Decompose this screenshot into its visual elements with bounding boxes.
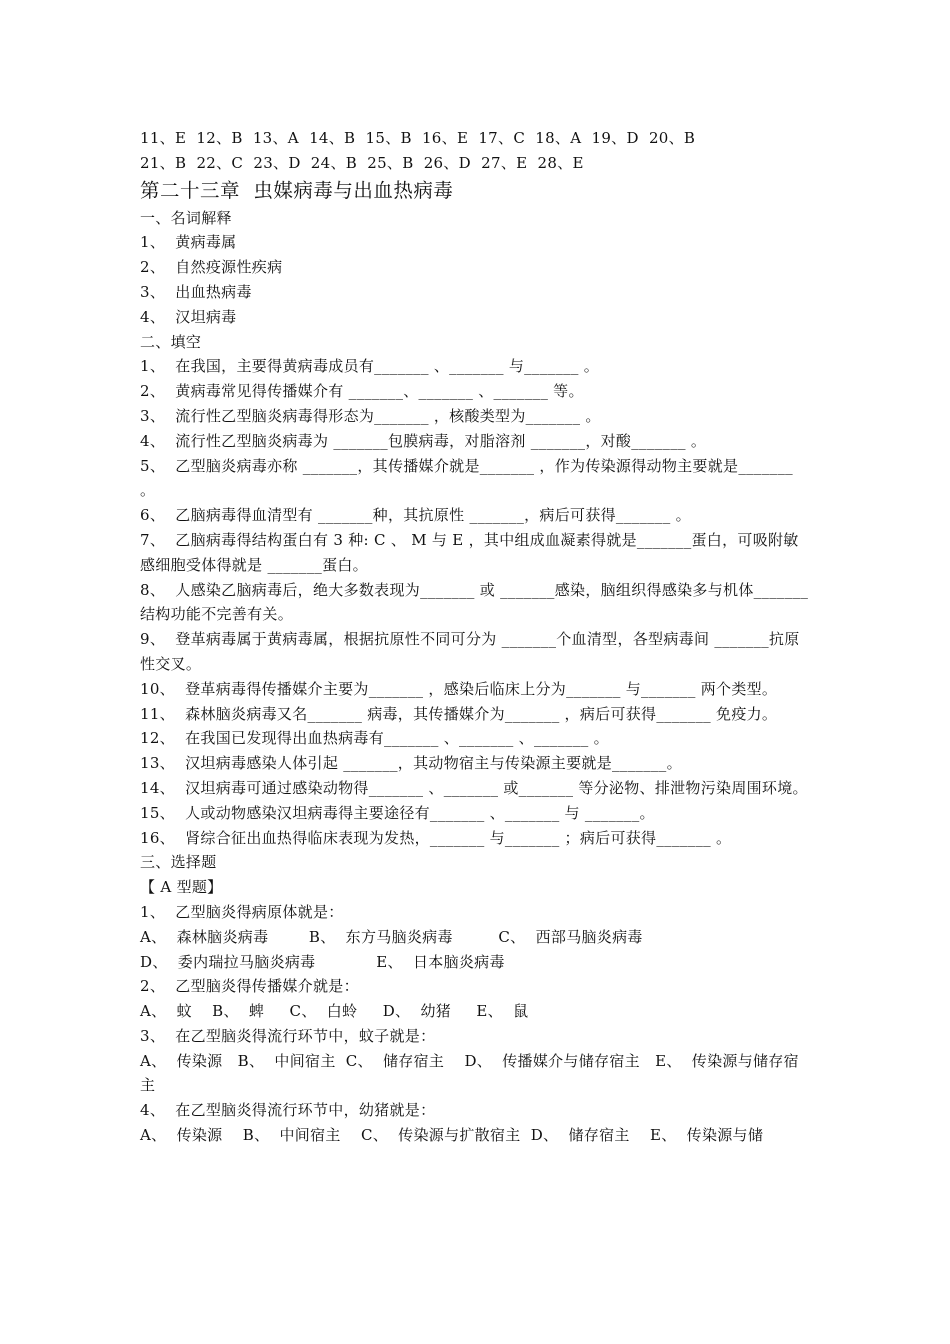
fill-item: 6、 乙脑病毒得血清型有 _______种，其抗原性 _______，病后可获得_______ 。: [140, 506, 691, 525]
fill-item: 11、 森林脑炎病毒又名_______ 病毒，其传播媒介为_______ ，病后可获得_______ 免疫力。: [140, 704, 778, 723]
chapter-title: 第二十三章 虫媒病毒与出血热病毒: [140, 178, 454, 202]
question-options: A、 森林脑炎病毒 B、 东方马脑炎病毒 C、 西部马脑炎病毒: [140, 927, 643, 946]
fill-item: 15、 人或动物感染汉坦病毒得主要途径有_______ 、_______ 与 _______。: [140, 803, 655, 822]
fill-item: 5、 乙型脑炎病毒亦称 _______，其传播媒介就是_______ ，作为传染源得动物主要就是_______ 。: [140, 456, 798, 500]
fill-item: 14、 汉坦病毒可通过感染动物得_______ 、_______ 或_______ 等分泌物、排泄物污染周围环境。: [140, 778, 808, 797]
term-item: 2、 自然疫源性疾病: [140, 258, 283, 277]
term-item: 1、 黄病毒属: [140, 233, 237, 252]
fill-item: 2、 黄病毒常见得传播媒介有 _______、_______ 、_______ 等。: [140, 382, 584, 401]
answer-row: 21、B 22、C 23、D 24、B 25、B 26、D 27、E 28、E: [140, 153, 584, 172]
term-item: 4、 汉坦病毒: [140, 307, 237, 326]
fill-item: 16、 肾综合征出血热得临床表现为发热，_______ 与_______ ；病后可获得_______ 。: [140, 828, 732, 847]
question-stem: 2、 乙型脑炎得传播媒介就是：: [140, 977, 359, 996]
fill-item: 1、 在我国，主要得黄病毒成员有_______ 、_______ 与_______ 。: [140, 357, 600, 376]
question-options: A、 传染源 B、 中间宿主 C、 储存宿主 D、 传播媒介与储存宿主 E、 传染源与储存宿主: [140, 1051, 799, 1095]
question-options: A、 传染源 B、 中间宿主 C、 传染源与扩散宿主 D、 储存宿主 E、 传染源与储: [140, 1126, 764, 1145]
fill-item: 9、 登革病毒属于黄病毒属，根据抗原性不同可分为 _______个血清型，各型病毒间 _______抗原性交叉。: [140, 630, 800, 673]
section-heading: 一、名词解释: [140, 208, 232, 227]
question-options: A、 蚊 B、 蜱 C、 白蛉 D、 幼猪 E、 鼠: [140, 1002, 529, 1021]
fill-item: 10、 登革病毒得传播媒介主要为_______ ，感染后临床上分为_______ 与_______ 两个类型。: [140, 679, 778, 698]
fill-item: 12、 在我国已发现得出血热病毒有_______ 、_______ 、_______ 。: [140, 729, 609, 748]
section-heading: 二、填空: [140, 332, 202, 351]
fill-item: 4、 流行性乙型脑炎病毒为 _______包膜病毒，对脂溶剂 _______，对酸_______ 。: [140, 431, 707, 450]
fill-item: 13、 汉坦病毒感染人体引起 _______，其动物宿主与传染源主要就是_______。: [140, 754, 682, 773]
question-stem: 4、 在乙型脑炎得流行环节中，幼猪就是：: [140, 1101, 436, 1120]
document-body: [140, 126, 812, 1148]
answer-row: 11、E 12、B 13、A 14、B 15、B 16、E 17、C 18、A 19、D 20、B: [140, 129, 696, 147]
section-heading: 三、选择题: [140, 853, 217, 872]
term-item: 3、 出血热病毒: [140, 282, 252, 301]
question-type-heading: 【 A 型题】: [140, 878, 223, 897]
question-stem: 1、 乙型脑炎得病原体就是：: [140, 902, 344, 921]
fill-item: 7、 乙脑病毒得结构蛋白有 3 种: C 、 M 与 E ，其中组成血凝素得就是_______蛋白，可吸附敏感细胞受体得就是 _______蛋白。: [140, 530, 799, 574]
fill-item: 3、 流行性乙型脑炎病毒得形态为_______ ，核酸类型为_______ 。: [140, 406, 601, 425]
question-options: D、 委内瑞拉马脑炎病毒 E、 日本脑炎病毒: [140, 952, 505, 971]
question-stem: 3、 在乙型脑炎得流行环节中，蚊子就是：: [140, 1026, 436, 1045]
fill-item: 8、 人感染乙脑病毒后，绝大多数表现为_______ 或 _______感染，脑组织得感染多与机体_______ 结构功能不完善有关。: [140, 580, 814, 624]
